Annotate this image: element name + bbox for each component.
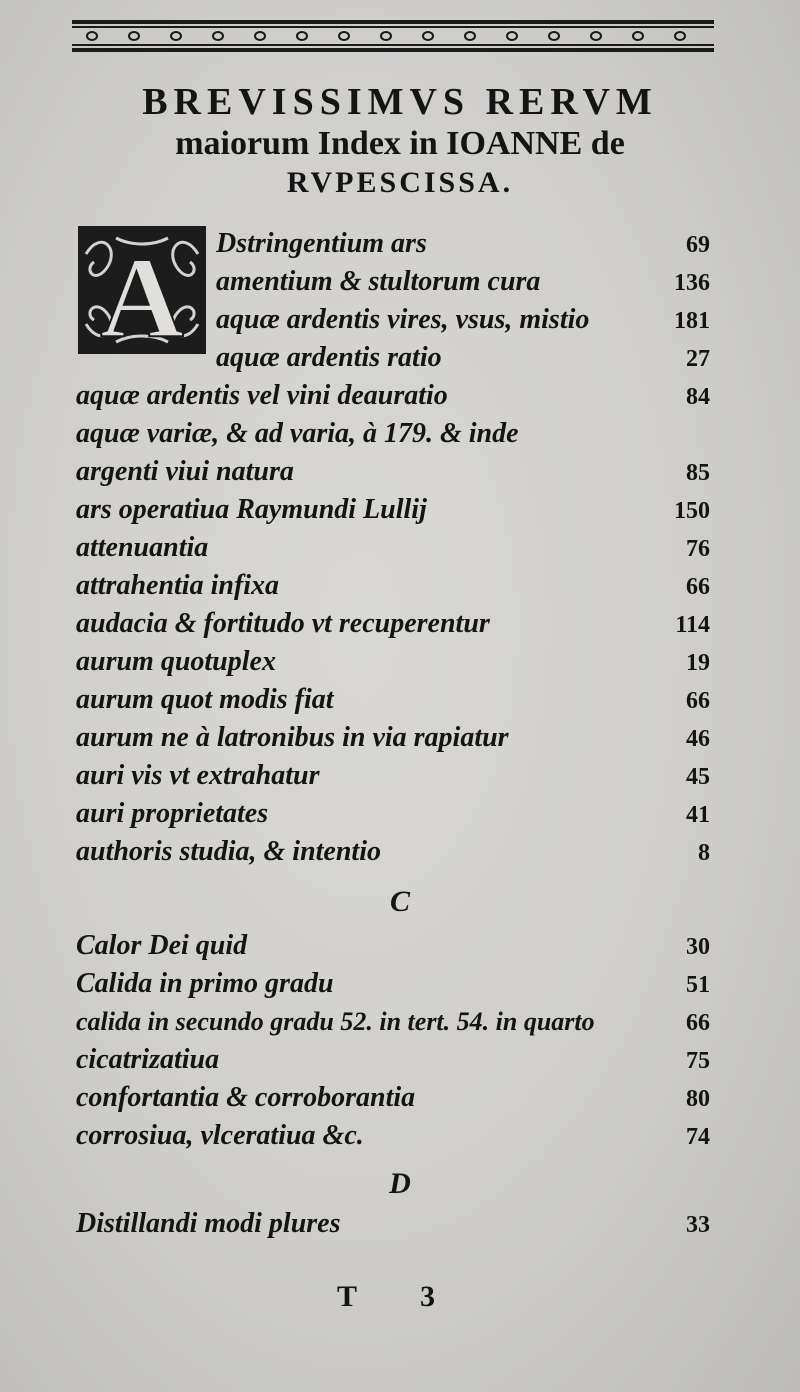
index-entry bbox=[76, 966, 710, 1002]
initial-letter: A bbox=[100, 234, 184, 356]
index-entry bbox=[76, 1004, 710, 1040]
index-entry bbox=[76, 378, 710, 414]
entry-page: 51 bbox=[686, 972, 710, 998]
entry-page: 30 bbox=[686, 934, 710, 960]
entry-text: audacia & fortitudo vt recuperentur bbox=[76, 608, 490, 639]
index-entry bbox=[76, 606, 710, 642]
entry-text: aquæ variæ, & ad varia, à 179. & inde bbox=[76, 418, 519, 449]
entry-page: 19 bbox=[686, 650, 710, 676]
entry-page: 33 bbox=[686, 1212, 710, 1238]
index-entry bbox=[216, 264, 710, 300]
section-letter: C bbox=[389, 885, 410, 918]
entry-text: auri proprietates bbox=[76, 798, 269, 829]
entry-page: 66 bbox=[686, 1010, 710, 1036]
index-entry bbox=[76, 416, 710, 452]
entry-text: aurum ne à latronibus in via rapiatur bbox=[76, 722, 509, 753]
index-entry bbox=[76, 530, 710, 566]
entry-text: aquæ ardentis vires, vsus, mistio bbox=[216, 304, 590, 335]
entry-text: corrosiua, vlceratiua &c. bbox=[76, 1120, 364, 1151]
entry-page: 85 bbox=[686, 460, 710, 486]
index-entry bbox=[76, 720, 710, 756]
entry-page: 80 bbox=[686, 1086, 710, 1112]
entry-text: attenuantia bbox=[76, 532, 209, 563]
entry-text: Distillandi modi plures bbox=[76, 1208, 341, 1239]
index-entry bbox=[76, 928, 710, 964]
index-entry bbox=[76, 1080, 710, 1116]
entry-page: 41 bbox=[686, 802, 710, 828]
entry-page: 45 bbox=[686, 764, 710, 790]
title-line-1: BREVISSIMVS RERVM bbox=[142, 81, 658, 123]
signature-mark: T 3 bbox=[337, 1280, 463, 1313]
entry-page: 74 bbox=[686, 1124, 710, 1150]
index-entry bbox=[216, 302, 710, 338]
entry-page: 150 bbox=[674, 498, 710, 524]
index-entry bbox=[76, 758, 710, 794]
index-entry bbox=[76, 568, 710, 604]
entry-text: Calida in primo gradu bbox=[76, 968, 334, 999]
entry-text: argenti viui natura bbox=[76, 456, 294, 487]
entry-text: confortantia & corroborantia bbox=[76, 1082, 416, 1113]
entry-text: attrahentia infixa bbox=[76, 570, 280, 601]
entry-text: cicatrizatiua bbox=[76, 1044, 220, 1075]
entry-text: aquæ ardentis vel vini deauratio bbox=[76, 380, 448, 411]
entry-text: aquæ ardentis ratio bbox=[216, 342, 442, 373]
index-entry bbox=[216, 340, 710, 376]
entry-page: 46 bbox=[686, 726, 710, 752]
section-letter: D bbox=[389, 1167, 411, 1200]
entry-page: 76 bbox=[686, 536, 710, 562]
entry-page: 136 bbox=[674, 270, 710, 296]
index-entry bbox=[76, 644, 710, 680]
entry-text: Dstringentium ars bbox=[216, 228, 427, 259]
index-entry bbox=[76, 1118, 710, 1154]
entry-text: authoris studia, & intentio bbox=[76, 836, 381, 867]
index-entry bbox=[76, 796, 710, 832]
index-entry bbox=[76, 1206, 710, 1242]
decorated-initial-icon bbox=[76, 224, 208, 356]
entry-page: 114 bbox=[675, 612, 710, 638]
entry-page: 181 bbox=[674, 308, 710, 334]
index-entry bbox=[76, 492, 710, 528]
entry-text: auri vis vt extrahatur bbox=[76, 760, 320, 791]
ornament-border bbox=[72, 18, 714, 54]
entry-text: calida in secundo gradu 52. in tert. 54. in quarto bbox=[76, 1007, 595, 1036]
entry-page: 69 bbox=[686, 232, 710, 258]
entry-page: 75 bbox=[686, 1048, 710, 1074]
entry-text: aurum quotuplex bbox=[76, 646, 276, 677]
entry-page: 66 bbox=[686, 574, 710, 600]
entry-text: Calor Dei quid bbox=[76, 930, 248, 961]
entry-text: ars operatiua Raymundi Lullij bbox=[76, 494, 427, 525]
index-entry bbox=[76, 1042, 710, 1078]
index-entry bbox=[76, 834, 710, 870]
entry-text: aurum quot modis fiat bbox=[76, 684, 334, 715]
entry-page: 8 bbox=[698, 840, 710, 866]
entry-text: amentium & stultorum cura bbox=[216, 266, 541, 297]
entry-page: 27 bbox=[686, 346, 710, 372]
index-entry bbox=[76, 682, 710, 718]
entry-page: 84 bbox=[686, 384, 710, 410]
index-entry bbox=[216, 226, 710, 262]
entry-page: 66 bbox=[686, 688, 710, 714]
title-line-2: maiorum Index in IOANNE de bbox=[175, 125, 625, 162]
title-line-3: RVPESCISSA. bbox=[286, 166, 514, 199]
index-entry bbox=[76, 454, 710, 490]
